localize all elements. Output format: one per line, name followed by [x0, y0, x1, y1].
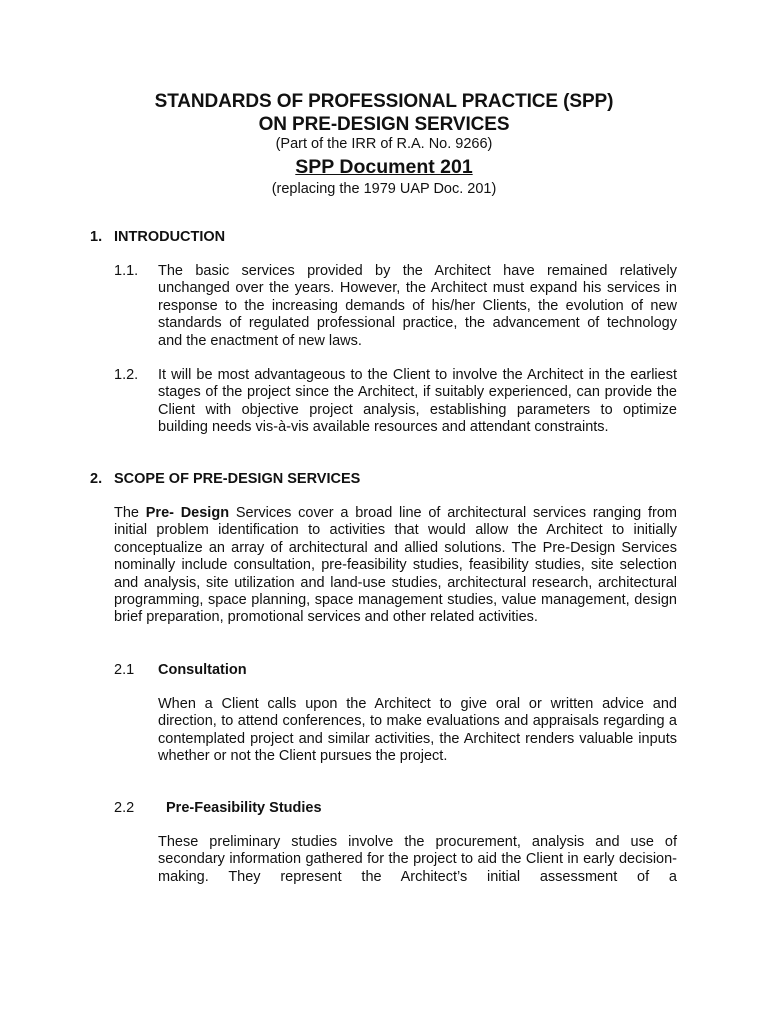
- section-2-intro-bold: Pre- Design: [145, 505, 230, 521]
- subsection-2-1-title: Consultation: [158, 662, 247, 678]
- subsection-2-2-title: Pre-Feasibility Studies: [166, 800, 322, 816]
- document-subtitle: (Part of the IRR of R.A. No. 9266): [275, 136, 493, 152]
- section-1-number: 1.: [90, 229, 103, 245]
- document-title-line-1: STANDARDS OF PROFESSIONAL PRACTICE (SPP): [154, 91, 614, 112]
- spp-document-title: SPP Document 201: [295, 156, 473, 178]
- subsection-2-2-number: 2.2: [114, 800, 135, 816]
- document-title-line-2: ON PRE-DESIGN SERVICES: [258, 114, 510, 135]
- section-2-heading: [90, 470, 360, 488]
- section-2-title: SCOPE OF PRE-DESIGN SERVICES: [114, 471, 361, 487]
- subsection-2-1-number: 2.1: [114, 662, 135, 678]
- section-2-intro-lead: The: [114, 505, 146, 521]
- paragraph-1-1-text: The basic services provided by the Architect have remained relatively unchanged over the years. However, the Architect must expand his services in response to the increasing demands of his/her Clients, the evolution of new standards of regulated professional practice, the advancement of technology and the enactment of new laws.: [158, 263, 677, 349]
- paragraph-1-2: [114, 367, 677, 437]
- paragraph-1-2-text: It will be most advantageous to the Client to involve the Architect in the earliest stages of the project since the Architect, if suitably experienced, can provide the Client with objective project analysis, establishing parameters to optimize building needs vis-à-vis available resources and attendant constraints.: [158, 367, 677, 436]
- section-2-intro-text: Services cover a broad line of architectural services ranging from initial problem identification to activities that would allow the Architect to initially conceptualize an array of architectural and allied solutions. The Pre-Design Services nominally include consultation, pre-feasibility studies, feasibility studies, site selection and analysis, site utilization and land-use studies, architectural research, architectural programming, space planning, space management studies, value management, design brief preparation, promotional services and other related activities.: [114, 505, 677, 626]
- document-header: [0, 90, 768, 198]
- section-1-heading: [90, 228, 225, 246]
- subsection-2-1-paragraph: When a Client calls upon the Architect to give oral or written advice and direction, to attend conferences, to make evaluations and appraisals regarding a contemplated project and similar activities, the Architect renders valuable inputs whether or not the Client pursues the project.: [158, 696, 677, 765]
- section-2-intro-paragraph: [114, 505, 677, 627]
- section-1-title: INTRODUCTION: [114, 229, 226, 245]
- subsection-2-2-paragraph: These preliminary studies involve the procurement, analysis and use of secondary information gathered for the project to aid the Client in early decision-making. They represent the Architect’s initial assessment of a: [158, 834, 677, 885]
- paragraph-1-1: [114, 263, 677, 350]
- replacing-note: (replacing the 1979 UAP Doc. 201): [271, 181, 497, 197]
- paragraph-1-1-number: 1.1.: [114, 263, 139, 279]
- paragraph-1-2-number: 1.2.: [114, 367, 139, 383]
- section-2-number: 2.: [90, 471, 103, 487]
